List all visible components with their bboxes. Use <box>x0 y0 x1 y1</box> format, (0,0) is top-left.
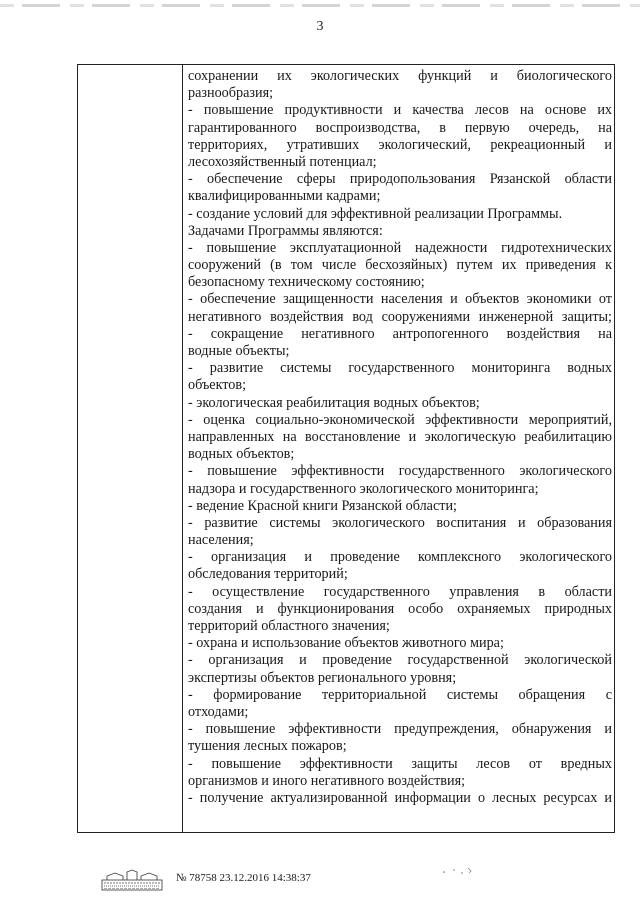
text-line: сооружений (в том числе бесхозяйных) путем их приведения к <box>188 257 612 274</box>
text-line: разнообразия; <box>188 85 274 102</box>
table-column-divider <box>182 65 183 832</box>
text-line: сохранении их экологических функций и биологического <box>188 68 612 84</box>
text-line: тушения лесных пожаров; <box>188 738 347 755</box>
document-registration-stamp: № 78758 23.12.2016 14:38:37 <box>176 872 311 884</box>
text-line: - охрана и использование объектов животного мира; <box>188 635 504 652</box>
text-line: - организация и проведение комплексного экологического <box>188 549 612 566</box>
text-line: - организация и проведение государственной экологической <box>188 652 612 669</box>
text-line: - развитие системы государственного мониторинга водных <box>188 360 612 377</box>
text-line: - создание условий для эффективной реализации Программы. <box>188 205 563 222</box>
text-line: объектов; <box>188 377 247 394</box>
text-line: - осуществление государственного управления в области <box>188 583 612 600</box>
text-line: - экологическая реабилитация водных объектов; <box>188 394 480 411</box>
text-line: создания и функционирования особо охраняемых природных <box>188 600 612 617</box>
text-line: экспертизы объектов регионального уровня; <box>188 669 457 686</box>
text-line: - повышение эффективности защиты лесов от вредных <box>188 755 612 772</box>
text-line: негативного воздействия вод сооружениями инженерной защиты; <box>188 308 612 325</box>
text-line: обследования территорий; <box>188 566 348 583</box>
text-line: лесохозяйственный потенциал; <box>188 153 377 170</box>
page-number: 3 <box>316 19 324 34</box>
text-line: - повышение эксплуатационной надежности гидротехнических <box>188 239 612 256</box>
text-line: населения; <box>188 532 254 549</box>
text-line: - обеспечение защищенности населения и объектов экономики от <box>188 291 612 308</box>
text-line: - повышение эффективности предупреждения, обнаружения и <box>188 721 612 738</box>
text-line: территорий областного значения; <box>188 618 390 634</box>
text-line: надзора и государственного экологического мониторинга; <box>188 480 539 497</box>
text-line: - развитие системы экологического воспитания и образования <box>188 514 612 531</box>
scan-specks <box>440 864 480 878</box>
scan-artifact-top <box>0 4 640 7</box>
text-line: водные объекты; <box>188 343 290 359</box>
text-line: - сокращение негативного антропогенного воздействия на <box>188 325 612 342</box>
text-line: - ведение Красной книги Рязанской области; <box>188 497 457 514</box>
text-line: - формирование территориальной системы обращения с <box>188 686 612 703</box>
document-table <box>77 64 615 833</box>
text-line: гарантированного воспроизводства, в первую очередь, на <box>188 119 612 136</box>
text-line: безопасному техническому состоянию; <box>188 274 425 291</box>
text-line: направленных на восстановление и экологическую реабилитацию <box>188 428 612 445</box>
registry-stamp-icon <box>101 869 163 891</box>
footer <box>101 869 401 891</box>
text-line: отходами; <box>188 703 249 720</box>
text-line: Задачами Программы являются: <box>188 222 383 239</box>
text-line: квалифицированными кадрами; <box>188 188 381 205</box>
text-line: - получение актуализированной информации о лесных ресурсах и <box>188 789 612 806</box>
text-line: - повышение продуктивности и качества лесов на основе их <box>188 102 612 119</box>
text-line: водных объектов; <box>188 446 295 463</box>
table-right-cell-text <box>188 68 612 807</box>
text-line: территориях, утративших экологический, рекреационный и <box>188 136 612 153</box>
text-line: - оценка социально-экономической эффективности мероприятий, <box>188 411 612 428</box>
table-left-cell <box>78 65 182 832</box>
text-line: - повышение эффективности государственного экологического <box>188 463 612 480</box>
text-line: организмов и иного негативного воздействия; <box>188 772 466 789</box>
text-line: - обеспечение сферы природопользования Рязанской области <box>188 171 612 188</box>
